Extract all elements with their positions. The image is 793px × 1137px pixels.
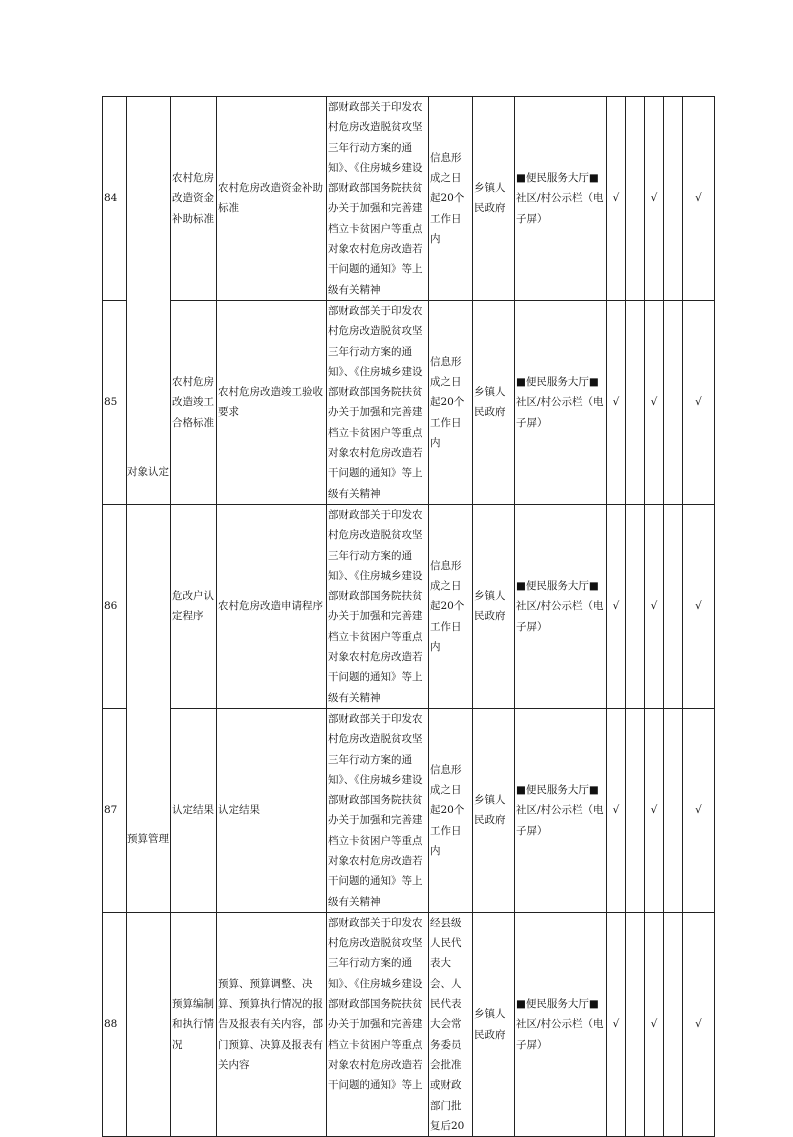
- check-empty: [626, 912, 645, 1136]
- table-row: [103, 97, 715, 301]
- check-empty: [664, 97, 683, 301]
- legal-basis: 部财政部关于印发农村危房改造脱贫攻坚三年行动方案的通知》、《住房城乡建设部财政部国务院扶贫办关于加强和完善建档立卡贫困户等重点对象农村危房改造若干问题的通知》等上级有关精神: [327, 300, 429, 504]
- check-mark: √: [607, 708, 626, 912]
- category-cell-empty: [127, 504, 171, 912]
- check-empty: [626, 97, 645, 301]
- row-number: 87: [103, 708, 127, 912]
- check-mark: √: [607, 912, 626, 1136]
- category-label-object: 对象认定: [127, 466, 169, 478]
- disclosure-channel: ■便民服务大厅■社区/村公示栏（电子屏）: [515, 504, 607, 708]
- check-mark: √: [645, 708, 664, 912]
- check-empty: [626, 300, 645, 504]
- row-number: 85: [103, 300, 127, 504]
- item-name: 认定结果: [171, 708, 217, 912]
- time-limit: 信息形成之日起20个工作日内: [429, 708, 473, 912]
- table-row: [103, 300, 715, 504]
- check-empty: [664, 708, 683, 912]
- time-limit: 信息形成之日起20个工作日内: [429, 97, 473, 301]
- responsible-subject: 乡镇人民政府: [473, 97, 515, 301]
- category-cell-empty: [127, 912, 171, 1136]
- table-row: [103, 504, 715, 708]
- time-limit: 信息形成之日起20个工作日内: [429, 300, 473, 504]
- row-number: 88: [103, 912, 127, 1136]
- check-mark: √: [607, 97, 626, 301]
- item-content: 农村危房改造申请程序: [217, 504, 327, 708]
- legal-basis: 部财政部关于印发农村危房改造脱贫攻坚三年行动方案的通知》、《住房城乡建设部财政部国务院扶贫办关于加强和完善建档立卡贫困户等重点对象农村危房改造若干问题的通知》等上级有关精神: [327, 708, 429, 912]
- item-name: 农村危房改造资金补助标准: [171, 97, 217, 301]
- responsible-subject: 乡镇人民政府: [473, 504, 515, 708]
- check-mark: √: [683, 97, 715, 301]
- legal-basis: 部财政部关于印发农村危房改造脱贫攻坚三年行动方案的通知》、《住房城乡建设部财政部国务院扶贫办关于加强和完善建档立卡贫困户等重点对象农村危房改造若干问题的通知》等上级有关精神: [327, 97, 429, 301]
- check-mark: √: [683, 912, 715, 1136]
- check-empty: [626, 504, 645, 708]
- table-row: [103, 912, 715, 1136]
- disclosure-channel: ■便民服务大厅■社区/村公示栏（电子屏）: [515, 300, 607, 504]
- check-mark: √: [645, 300, 664, 504]
- disclosure-channel: ■便民服务大厅■社区/村公示栏（电子屏）: [515, 708, 607, 912]
- responsible-subject: 乡镇人民政府: [473, 300, 515, 504]
- time-limit: 信息形成之日起20个工作日内: [429, 504, 473, 708]
- item-content: 预算、预算调整、决算、预算执行情况的报告及报表有关内容，部门预算、决算及报表有关内容: [217, 912, 327, 1136]
- category-label-budget: 预算管理: [127, 833, 169, 845]
- item-content: 农村危房改造资金补助标准: [217, 97, 327, 301]
- check-empty: [626, 708, 645, 912]
- item-content: 认定结果: [217, 708, 327, 912]
- disclosure-table: [102, 96, 715, 1137]
- item-content: 农村危房改造竣工验收要求: [217, 300, 327, 504]
- responsible-subject: 乡镇人民政府: [473, 708, 515, 912]
- check-mark: √: [607, 300, 626, 504]
- check-mark: √: [683, 300, 715, 504]
- row-number: 86: [103, 504, 127, 708]
- check-mark: √: [683, 708, 715, 912]
- table-row: [103, 708, 715, 912]
- category-cell-empty: [127, 97, 171, 505]
- legal-basis: 部财政部关于印发农村危房改造脱贫攻坚三年行动方案的通知》、《住房城乡建设部财政部国务院扶贫办关于加强和完善建档立卡贫困户等重点对象农村危房改造若干问题的通知》等上级有关精神: [327, 504, 429, 708]
- responsible-subject: 乡镇人民政府: [473, 912, 515, 1136]
- check-empty: [664, 912, 683, 1136]
- check-mark: √: [607, 504, 626, 708]
- check-mark: √: [645, 912, 664, 1136]
- disclosure-channel: ■便民服务大厅■社区/村公示栏（电子屏）: [515, 912, 607, 1136]
- legal-basis: 部财政部关于印发农村危房改造脱贫攻坚三年行动方案的通知》、《住房城乡建设部财政部国务院扶贫办关于加强和完善建档立卡贫困户等重点对象农村危房改造若干问题的通知》等上: [327, 912, 429, 1136]
- check-empty: [664, 504, 683, 708]
- check-empty: [664, 300, 683, 504]
- time-limit: 经县级人民代表大会、人民代表大会常务委员会批准或财政部门批复后20: [429, 912, 473, 1136]
- check-mark: √: [683, 504, 715, 708]
- disclosure-channel: ■便民服务大厅■社区/村公示栏（电子屏）: [515, 97, 607, 301]
- row-number: 84: [103, 97, 127, 301]
- item-name: 预算编制和执行情况: [171, 912, 217, 1136]
- check-mark: √: [645, 97, 664, 301]
- item-name: 农村危房改造竣工合格标准: [171, 300, 217, 504]
- check-mark: √: [645, 504, 664, 708]
- item-name: 危改户认定程序: [171, 504, 217, 708]
